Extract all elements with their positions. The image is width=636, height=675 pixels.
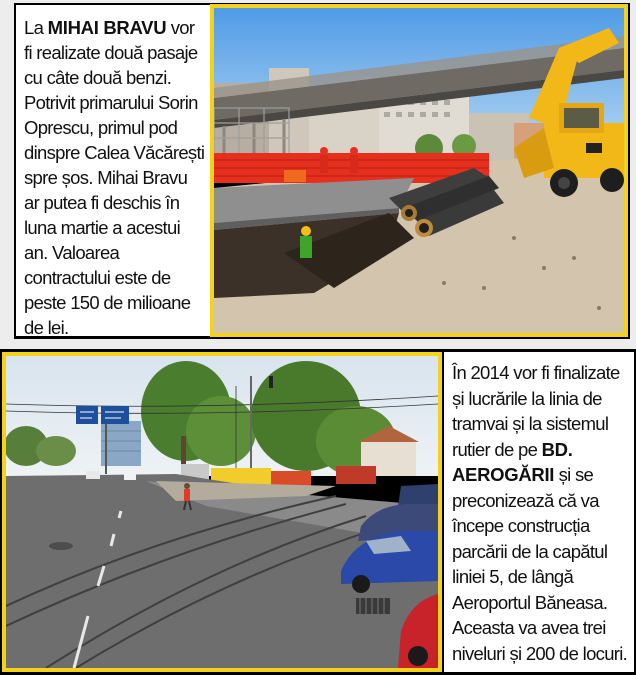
top-article-panel	[14, 3, 630, 339]
construction-site-photo	[210, 4, 628, 337]
top-text-body: vor fi realizate două pasaje cu câte două benzi. Potrivit primarului Sorin Oprescu, primul pod dinspre Calea Văcărești spre șos. Mihai Bravu ar putea fi deschis în luna martie a acestui an. Valoarea contractului este de peste 150 de milioane de lei.	[24, 17, 209, 338]
bottom-text-highlight: BD. AEROGĂRII	[452, 438, 573, 485]
top-text-intro: La	[24, 17, 48, 38]
street-photo	[2, 352, 442, 672]
bottom-text-body: și se preconizează că va începe construcția parcării de la capătul liniei 5, de lângă Aeroportul Băneasa. Aceasta va avea trei niveluri și 200 de locuri.	[452, 464, 628, 664]
top-text-highlight: MIHAI BRAVU	[47, 17, 167, 38]
bottom-article-panel	[0, 349, 636, 675]
bottom-text-intro: În 2014 vor fi finalizate și lucrările la linia de tramvai și la sistemul rutier de pe	[452, 362, 625, 460]
bottom-article-text	[444, 352, 634, 672]
top-article-text	[16, 5, 212, 336]
